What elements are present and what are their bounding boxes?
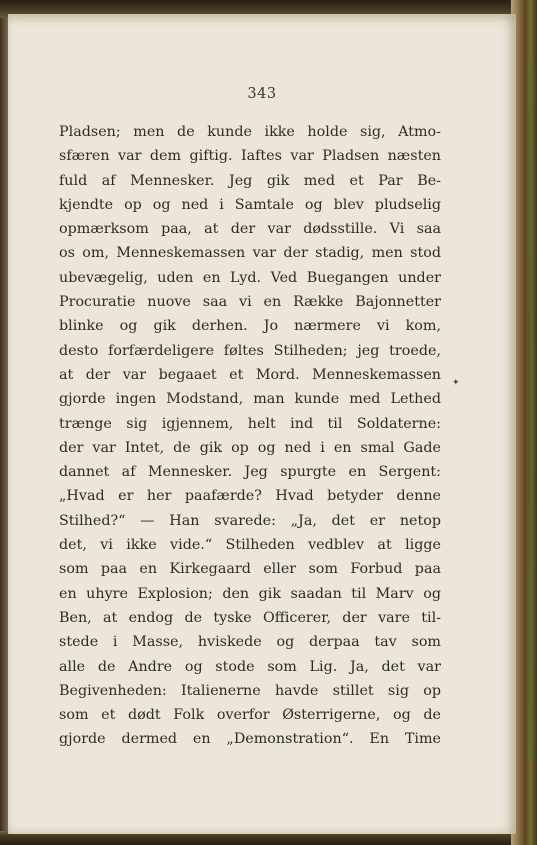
text-line: opmærksom paa, at der var dødsstille. Vi saa — [59, 221, 441, 238]
text-line: som et dødt Folk overfor Østerrigerne, og de — [59, 707, 441, 724]
text-line: stede i Masse, hviskede og derpaa tav som — [59, 634, 441, 651]
text-line: ubevægelig, uden en Lyd. Ved Buegangen under — [59, 269, 441, 286]
text-line: Procuratie nuove saa vi en Række Bajonnetter — [59, 294, 441, 311]
text-line: Ben, at endog de tyske Officerer, der vare til- — [59, 609, 441, 626]
text-line: „Hvad er her paafærde? Hvad betyder denne — [59, 488, 441, 505]
text-line: Pladsen; men de kunde ikke holde sig, Atmo- — [59, 124, 441, 140]
text-line: en uhyre Explosion; den gik saadan til Marv og — [59, 585, 441, 602]
text-line: Begivenheden: Italienerne havde stillet sig op — [59, 682, 441, 699]
text-line: der var Intet, de gik op og ned i en smal Gade — [59, 439, 441, 456]
binding-streak — [528, 60, 531, 760]
text-line: fuld af Mennesker. Jeg gik med et Par Be- — [59, 172, 441, 189]
text-line: kjendte op og ned i Samtale og blev pludselig — [59, 196, 441, 213]
text-line: gjorde ingen Modstand, man kunde med Lethed — [59, 391, 441, 408]
body-text — [59, 120, 441, 752]
text-line: sfæren var dem giftig. Iaftes var Pladsen næsten — [59, 148, 441, 165]
text-line: os om, Menneskemassen var der stadig, men stod — [59, 245, 441, 262]
text-line: det, vi ikke vide.“ Stilheden vedblev at ligge — [59, 537, 441, 554]
text-line: Stilhed?“ — Han svarede: „Ja, det er netop — [59, 512, 441, 529]
page-number: 343 — [247, 86, 277, 102]
text-line: alle de Andre og stode som Lig. Ja, det var — [59, 658, 441, 675]
text-line: desto forfærdeligere føltes Stilheden; jeg troede, — [59, 342, 441, 359]
text-line: at der var begaaet et Mord. Menneskemassen — [59, 366, 441, 383]
text-line: dannet af Mennesker. Jeg spurgte en Sergent: — [59, 464, 441, 481]
ink-speck-mark: ✦ — [452, 378, 460, 388]
text-line: gjorde dermed en „Demonstration“. En Time — [59, 731, 441, 748]
paper-page — [8, 14, 516, 834]
text-line: som paa en Kirkegaard eller som Forbud paa — [59, 561, 441, 578]
text-line: trænge sig igjennem, helt ind til Soldaterne: — [59, 415, 441, 432]
text-line: blinke og gik derhen. Jo nærmere vi kom, — [59, 318, 441, 335]
